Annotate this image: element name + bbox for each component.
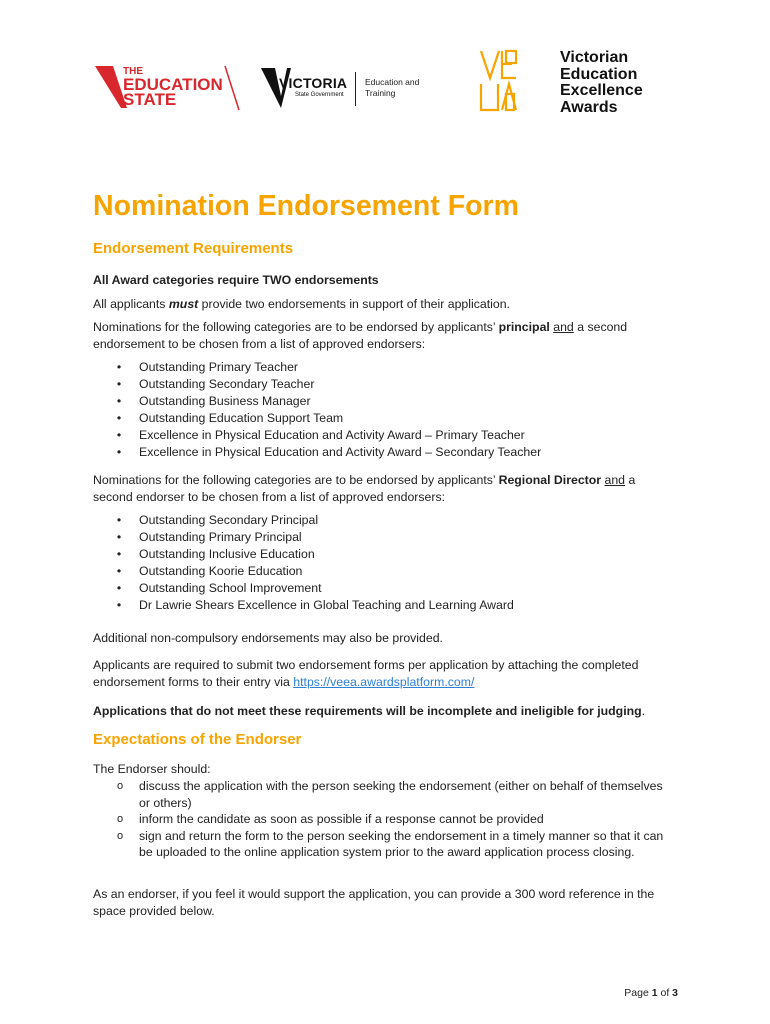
applicants-must: must [168, 297, 199, 311]
all-award-statement: All Award categories require TWO endorsements [93, 273, 379, 287]
principal-and: and [553, 320, 574, 334]
list-item [93, 444, 668, 461]
applicants-statement [93, 296, 668, 313]
list-item-label: Outstanding Primary Principal [139, 530, 302, 544]
list-item-label: Outstanding Secondary Principal [139, 513, 319, 527]
list-item [93, 359, 668, 376]
list-item-label: discuss the application with the person seeking the endorsement (either on behalf of themselves or others) [139, 779, 663, 810]
veea-line-2: Education [560, 65, 638, 83]
bullet-icon: • [116, 513, 122, 527]
bullet-icon: • [116, 445, 122, 459]
department-label: Education and Training [365, 77, 420, 98]
submission-instructions [93, 657, 668, 691]
veea-wordmark [560, 50, 643, 116]
bullet-icon: • [116, 530, 122, 544]
list-item-label: Outstanding Secondary Teacher [139, 377, 315, 391]
principal-intro-post: a second endorsement to be chosen from a list of approved endorsers: [93, 320, 628, 351]
list-item-label: Outstanding Business Manager [139, 394, 311, 408]
bullet-icon: • [116, 428, 122, 442]
list-item [93, 597, 668, 614]
education-state-logo [93, 62, 243, 112]
list-item [93, 546, 668, 563]
list-item-label: Outstanding Inclusive Education [139, 547, 315, 561]
bullet-icon: • [116, 360, 122, 374]
veea-line-1: Victorian [560, 49, 629, 66]
list-item [93, 410, 668, 427]
principal-intro-pre: Nominations for the following categories are to be endorsed by applicants’ [93, 320, 499, 334]
list-item [93, 376, 668, 393]
list-item-label: sign and return the form to the person seeking the endorsement in a timely manner so that it can be uploaded to the online application system prior to the award application process closing. [139, 828, 664, 859]
bullet-icon: • [116, 411, 122, 425]
sub-bullet-icon: o [116, 813, 124, 825]
awards-platform-link[interactable]: https://veea.awardsplatform.com/ [293, 675, 475, 689]
endorser-duties-list [93, 778, 668, 861]
bullet-icon: • [116, 547, 122, 561]
applicants-pre: All applicants [93, 297, 169, 311]
veea-line-3: Excellence [560, 82, 643, 99]
edstate-education: EDUCATION [123, 75, 223, 94]
bullet-icon: • [116, 598, 122, 612]
total-pages: 3 [672, 987, 678, 999]
edstate-the: THE [123, 66, 143, 77]
regional-and: and [604, 473, 626, 487]
list-item [93, 563, 668, 580]
header-logos [93, 48, 653, 118]
edstate-state: STATE [123, 90, 177, 109]
applicants-post: provide two endorsements in support of their application. [198, 297, 510, 311]
section-heading-requirements: Endorsement Requirements [93, 240, 294, 257]
list-item-label: Outstanding Primary Teacher [139, 360, 299, 374]
veea-line-4: Awards [560, 98, 618, 116]
list-item [93, 427, 668, 444]
warning-period: . [641, 704, 646, 718]
victoria-wordmark: VICTORIA [279, 75, 348, 91]
page-title: Nomination Endorsement Form [93, 190, 519, 222]
bullet-icon: • [116, 581, 122, 595]
list-item-label: Outstanding School Improvement [139, 581, 322, 595]
bullet-icon: • [116, 564, 122, 578]
regional-intro-pre: Nominations for the following categories are to be endorsed by applicants’ [93, 473, 499, 487]
list-item [93, 778, 668, 811]
list-item [93, 811, 668, 828]
page-number [624, 987, 678, 999]
page-label: Page [624, 987, 652, 999]
list-item-label: Excellence in Physical Education and Activity Award – Secondary Teacher [139, 445, 542, 459]
logo-divider [355, 72, 356, 106]
regional-intro-post: a second endorser to be chosen from a list of approved endorsers: [93, 473, 636, 504]
ineligibility-warning [93, 703, 668, 720]
bullet-icon: • [116, 377, 122, 391]
list-item [93, 828, 668, 861]
list-item-label: Outstanding Koorie Education [139, 564, 303, 578]
section-heading-expectations: Expectations of the Endorser [93, 731, 302, 748]
regional-intro [93, 472, 668, 506]
list-item-label: Outstanding Education Support Team [139, 411, 344, 425]
sub-bullet-icon: o [116, 829, 124, 842]
list-item [93, 529, 668, 546]
principal-keyword: principal [498, 320, 550, 334]
list-item [93, 512, 668, 529]
regional-category-list [93, 512, 668, 614]
bullet-icon: • [116, 394, 122, 408]
principal-intro [93, 319, 668, 353]
endorser-intro: The Endorser should: [93, 762, 211, 776]
list-item [93, 393, 668, 410]
submission-text: Applicants are required to submit two endorsement forms per application by attaching the completed endorsement forms to their entry via [93, 658, 639, 689]
regional-keyword: Regional Director [498, 473, 602, 487]
reference-note: As an endorser, if you feel it would support the application, you can provide a 300 word reference in the space provided below. [93, 887, 655, 918]
state-government-label: State Government [295, 92, 344, 98]
sub-bullet-icon: o [116, 780, 124, 792]
additional-endorsements: Additional non-compulsory endorsements may also be provided. [93, 631, 443, 645]
warning-text: Applications that do not meet these requirements will be incomplete and ineligible for judging [93, 704, 642, 718]
victoria-government-logo [261, 66, 356, 110]
list-item [93, 580, 668, 597]
principal-category-list [93, 359, 668, 461]
veea-awards-logo [478, 48, 653, 118]
list-item-label: inform the candidate as soon as possible if a response cannot be provided [139, 812, 544, 826]
list-item-label: Dr Lawrie Shears Excellence in Global Teaching and Learning Award [139, 598, 514, 612]
current-page: 1 [651, 987, 658, 999]
list-item-label: Excellence in Physical Education and Activity Award – Primary Teacher [139, 428, 525, 442]
of-label: of [657, 987, 673, 999]
